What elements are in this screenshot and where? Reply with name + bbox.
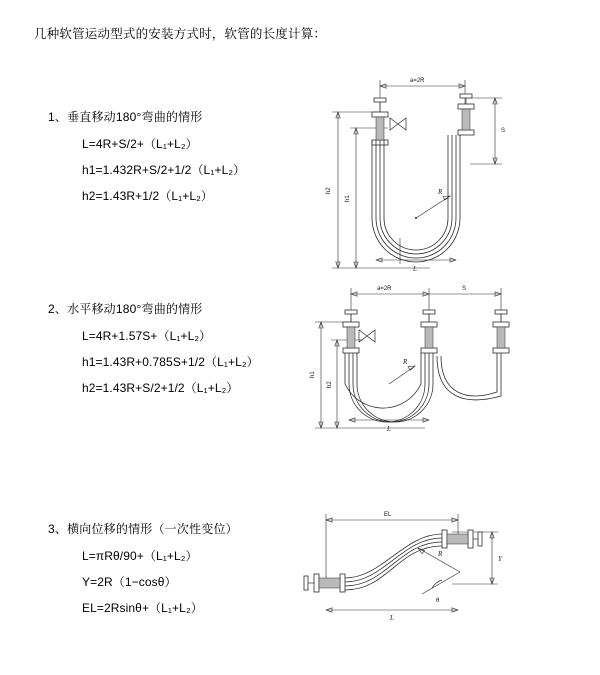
section-1-index: 1、 bbox=[48, 110, 68, 124]
svg-text:R: R bbox=[403, 358, 408, 366]
section-2-figure bbox=[305, 278, 565, 468]
svg-text:EL: EL bbox=[384, 512, 392, 518]
svg-text:L: L bbox=[390, 614, 394, 622]
section-3-formula-1: L=πRθ/90+（L₁+L₂） bbox=[82, 549, 198, 563]
section-2-formula-1: L=4R+1.57S+（L₁+L₂） bbox=[82, 329, 212, 343]
section-3-index: 3、 bbox=[48, 522, 68, 536]
svg-text:Y: Y bbox=[498, 555, 502, 563]
section-1-formula-1: L=4R+S/2+（L₁+L₂） bbox=[82, 137, 198, 151]
svg-text:R: R bbox=[438, 550, 443, 558]
svg-text:S: S bbox=[462, 286, 467, 292]
svg-text:h1: h1 bbox=[310, 371, 316, 378]
section-1-formula-2: h1=1.432R+S/2+1/2（L₁+L₂） bbox=[82, 163, 246, 177]
svg-text:h2: h2 bbox=[326, 187, 332, 194]
section-3-figure bbox=[292, 506, 572, 636]
section-2-formula-3: h2=1.43R+S/2+1/2（L₁+L₂） bbox=[82, 381, 239, 395]
svg-text:θ: θ bbox=[436, 598, 440, 604]
section-2-formula-2: h1=1.43R+0.785S+1/2（L₁+L₂） bbox=[82, 355, 259, 369]
svg-text:h2: h2 bbox=[327, 381, 333, 388]
svg-text:L: L bbox=[413, 265, 417, 273]
section-1-formula-3: h2=1.43R+1/2（L₁+L₂） bbox=[82, 189, 214, 203]
horizontal-180-bend-diagram bbox=[305, 278, 565, 468]
section-3-formula-2: Y=2R（1−cosθ） bbox=[82, 575, 177, 589]
lateral-offset-diagram bbox=[292, 506, 572, 636]
section-3-title bbox=[48, 520, 328, 537]
svg-text:L: L bbox=[387, 425, 391, 433]
section-3-text bbox=[48, 520, 328, 625]
svg-text:S: S bbox=[501, 128, 506, 134]
svg-text:R: R bbox=[438, 188, 443, 196]
section-1-title bbox=[48, 108, 328, 125]
svg-text:a=2R: a=2R bbox=[377, 286, 392, 292]
section-2-title bbox=[48, 300, 328, 317]
page-title: 几种软管运动型式的安装方式时，软管的长度计算： bbox=[34, 27, 327, 41]
section-1-figure bbox=[310, 68, 560, 298]
section-2-index: 2、 bbox=[48, 302, 68, 316]
section-3-title-text: 横向位移的情形（一次性变位） bbox=[67, 522, 238, 536]
section-2-title-text: 水平移动180°弯曲的情形 bbox=[67, 302, 203, 316]
section-2-text bbox=[48, 300, 328, 405]
svg-text:h1: h1 bbox=[345, 195, 351, 202]
svg-text:a=2R: a=2R bbox=[410, 78, 425, 84]
section-1-text bbox=[48, 108, 328, 213]
vertical-180-bend-diagram bbox=[310, 68, 560, 298]
section-3-formula-3: EL=2Rsinθ+（L₁+L₂） bbox=[82, 601, 203, 615]
section-1-title-text: 垂直移动180°弯曲的情形 bbox=[67, 110, 203, 124]
